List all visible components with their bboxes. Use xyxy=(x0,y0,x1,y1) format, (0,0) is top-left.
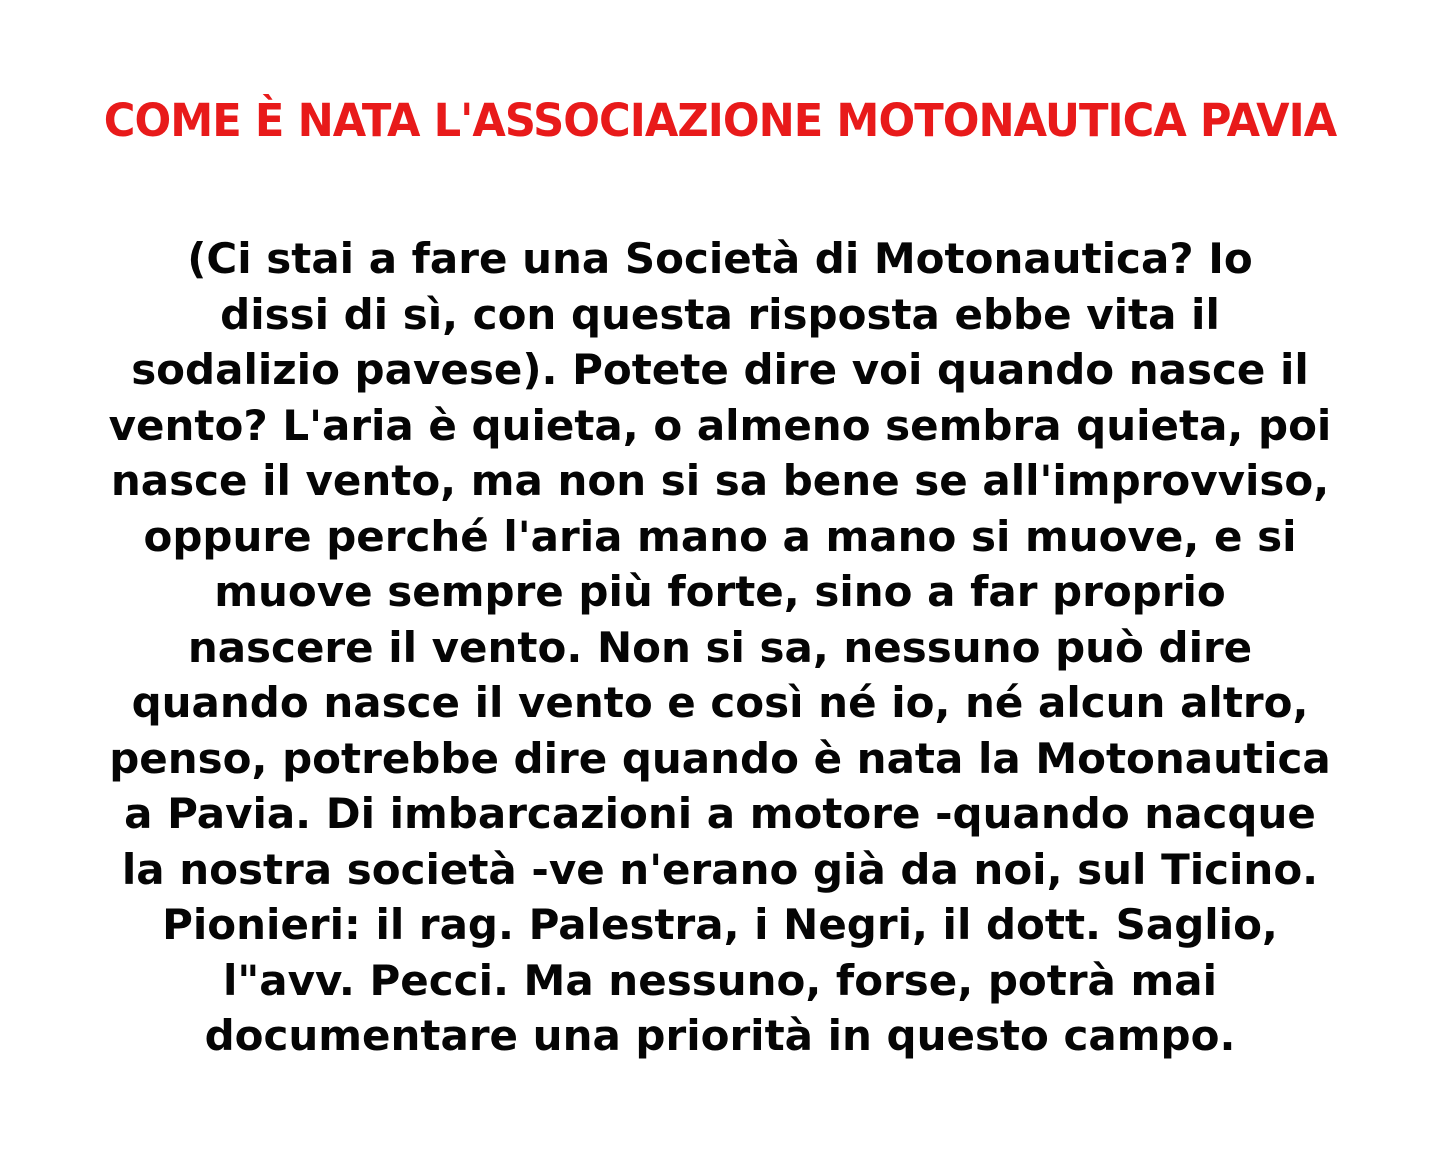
body-line: penso, potrebbe dire quando è nata la Motonautica xyxy=(109,733,1331,783)
body-line: la nostra società -ve n'erano già da noi, sul Ticino. xyxy=(121,844,1319,894)
page-title: COME È NATA L'ASSOCIAZIONE MOTONAUTICA PAVIA xyxy=(103,94,1337,147)
body-line: a Pavia. Di imbarcazioni a motore -quando nacque xyxy=(124,789,1316,838)
body-line: oppure perché l'aria mano a mano si muove, e si xyxy=(143,511,1297,561)
body-line: dissi di sì, con questa risposta ebbe vita il xyxy=(220,289,1220,339)
body-line: vento? L'aria è quieta, o almeno sembra quieta, poi xyxy=(108,400,1332,450)
body-line: quando nasce il vento e così né io, né alcun altro, xyxy=(131,678,1309,727)
body-line: muove sempre più forte, sino a far proprio xyxy=(214,567,1226,616)
body-line: nascere il vento. Non si sa, nessuno può dire xyxy=(187,622,1253,672)
body-line: Pionieri: il rag. Palestra, i Negri, il dott. Saglio, xyxy=(162,900,1278,949)
body-line: (Ci stai a fare una Società di Motonautica? Io xyxy=(187,234,1253,283)
body-line: nasce il vento, ma non si sa bene se all'improvviso, xyxy=(110,456,1330,505)
body-line: documentare una priorità in questo campo. xyxy=(204,1011,1236,1060)
body-text-block xyxy=(70,231,1370,1064)
body-line: l"avv. Pecci. Ma nessuno, forse, potrà mai xyxy=(222,955,1217,1005)
body-line: sodalizio pavese). Potete dire voi quando nasce il xyxy=(131,345,1309,394)
